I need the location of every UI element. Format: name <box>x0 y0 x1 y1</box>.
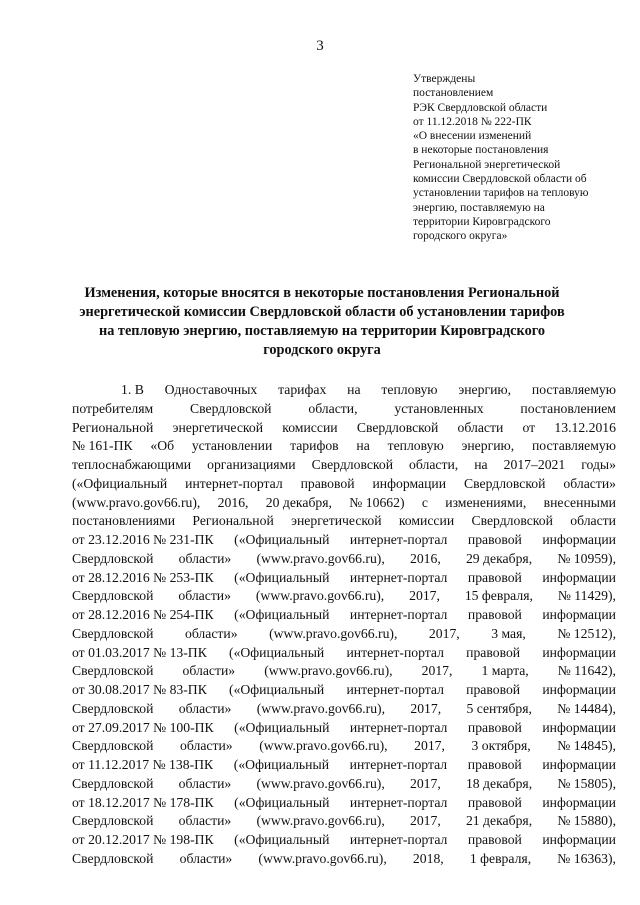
body-word: от 23.12.2016 № 231-ПК <box>72 532 214 547</box>
body-word: энергетической <box>291 513 382 529</box>
body-word: Свердловской <box>72 663 154 679</box>
body-word: Свердловской <box>356 419 439 435</box>
body-word: области» <box>178 813 232 829</box>
body-word: Свердловской <box>72 588 154 604</box>
body-word: Свердловской <box>72 700 154 716</box>
body-word: постановлением <box>520 400 616 416</box>
approval-line: комиссии Свердловской области об <box>413 173 587 186</box>
body-word: 18 декабря, <box>465 775 533 791</box>
body-line <box>72 662 616 681</box>
body-word: 2017, <box>414 738 445 754</box>
body-word: 2017–2021 <box>503 457 566 472</box>
body-line <box>72 569 616 588</box>
body-word: (www.pravo.gov66.ru), <box>255 588 385 604</box>
body-line <box>72 531 616 550</box>
body-word: Свердловской <box>311 457 394 472</box>
body-word: (www.pravo.gov66.ru), <box>269 625 398 641</box>
body-line <box>72 587 616 606</box>
body-word: 13.12.2016 <box>554 419 616 435</box>
body-word: правовой <box>300 475 355 491</box>
body-word: правовой <box>467 832 522 847</box>
body-word: правовой <box>467 757 522 772</box>
body-word: 2017, <box>409 775 441 791</box>
body-word: № 15880), <box>557 813 616 829</box>
body-line <box>72 381 616 400</box>
body-word: годы» <box>581 457 616 472</box>
body-word: интернет-портал <box>185 475 283 491</box>
body-word: («Официальный <box>234 719 330 735</box>
body-word: интернет-портал <box>349 832 448 847</box>
body-word: от 11.12.2017 № 138-ПК <box>72 757 214 772</box>
body-word: информации <box>542 719 616 735</box>
body-word: («Официальный <box>234 794 330 810</box>
body-word: информации <box>542 832 616 847</box>
body-word: поставляемую <box>531 382 616 397</box>
body-word: области <box>570 513 616 529</box>
body-word: тарифов <box>290 438 339 454</box>
body-word: энергетической <box>172 419 264 435</box>
body-word: информации <box>542 569 616 585</box>
body-word: № 10662) <box>349 494 405 510</box>
body-word: правовой <box>467 719 522 735</box>
body-line <box>72 831 616 850</box>
approval-line: городского округа» <box>413 230 508 243</box>
body-word: области» <box>182 663 236 679</box>
body-word: информации <box>542 757 616 772</box>
approval-line: Утверждены <box>413 73 476 85</box>
body-word: области» <box>178 588 231 604</box>
body-word: 1. В <box>121 382 144 397</box>
body-line <box>72 719 616 738</box>
body-word: комиссии <box>398 513 455 529</box>
body-word: внесенными <box>543 494 616 510</box>
body-word: от 28.12.2016 № 254-ПК <box>72 607 214 622</box>
body-word: от 20.12.2017 № 198-ПК <box>72 832 214 847</box>
body-line <box>72 812 616 831</box>
body-word: 5 сентября, <box>466 700 532 716</box>
body-word: информации <box>542 532 616 547</box>
body-word: 2016, <box>217 494 249 510</box>
body-word: интернет-портал <box>349 719 448 735</box>
body-word: 29 декабря, <box>465 550 533 566</box>
body-word: правовой <box>466 682 521 697</box>
body-word: (www.pravo.gov66.ru), <box>256 775 385 791</box>
approval-line: территории Кировградского <box>413 215 551 228</box>
body-word: от 18.12.2017 № 178-ПК <box>72 794 214 810</box>
approval-line: установлении тарифов на тепловую <box>413 187 589 200</box>
body-word: 15 февраля, <box>464 588 533 604</box>
body-word: потребителям <box>72 400 154 416</box>
body-word: 2017, <box>421 663 453 679</box>
body-word: интернет-портал <box>346 644 444 660</box>
body-line <box>72 494 616 513</box>
body-word: («Официальный <box>234 832 330 847</box>
body-word: установлении <box>191 438 273 454</box>
body-word: (www.pravo.gov66.ru), <box>256 700 386 716</box>
body-line <box>72 456 616 475</box>
body-word: на <box>474 457 488 472</box>
approval-line: энергию, поставляемую на <box>413 201 545 214</box>
document-body <box>72 381 616 869</box>
body-word: области» <box>184 625 238 641</box>
body-word: 1 февраля, <box>469 850 532 866</box>
body-word: 2016, <box>409 550 441 566</box>
approval-stamp-block <box>413 72 628 244</box>
body-line <box>72 550 616 569</box>
body-word: Свердловской <box>72 550 154 566</box>
body-word: («Официальный <box>234 607 330 622</box>
body-word: 2018, <box>412 850 444 866</box>
body-word: 2017, <box>410 700 442 716</box>
body-word: № 10959), <box>557 550 616 566</box>
approval-line: «О внесении изменений <box>413 130 532 143</box>
body-word: Свердловской <box>72 738 154 754</box>
body-word: 3 октября, <box>471 738 531 754</box>
body-word: 21 декабря, <box>465 813 533 829</box>
body-word: тарифах <box>278 382 327 397</box>
body-line <box>72 606 616 625</box>
body-word: правовой <box>467 532 522 547</box>
body-word: поставляемую <box>531 438 616 454</box>
title-line: энергетической комиссии Свердловской области об установлении тарифов <box>79 304 565 320</box>
body-line <box>72 775 616 794</box>
body-word: (www.pravo.gov66.ru), <box>256 550 385 566</box>
body-word: на <box>356 438 370 454</box>
body-word: интернет-портал <box>349 794 448 810</box>
body-word: № 11429), <box>557 588 616 604</box>
body-word: 3 мая, <box>491 625 526 641</box>
body-word: Свердловской <box>464 475 546 491</box>
body-word: Свердловской <box>72 813 154 829</box>
body-line <box>72 475 616 494</box>
body-line <box>72 400 616 419</box>
body-word: информации <box>542 644 616 660</box>
document-title <box>72 284 572 360</box>
body-line <box>72 737 616 756</box>
body-word: области, <box>308 400 358 416</box>
body-word: области» <box>178 550 232 566</box>
body-word: комиссии <box>282 419 338 435</box>
body-word: тепловую <box>381 382 438 397</box>
body-word: информации <box>542 794 616 810</box>
title-line: Изменения, которые вносятся в некоторые постановления Региональной <box>84 285 560 301</box>
title-line: на тепловую энергию, поставляемую на территории Кировградского <box>98 323 546 339</box>
body-line <box>72 700 616 719</box>
body-word: № 161-ПК <box>72 438 133 454</box>
body-word: области, <box>409 457 459 472</box>
title-line: городского округа <box>263 342 381 358</box>
body-word: тепловую <box>387 438 444 454</box>
body-word: организациями <box>207 457 296 472</box>
body-word: области» <box>563 475 616 491</box>
body-word: правовой <box>467 607 522 622</box>
body-word: 1 марта, <box>481 663 529 679</box>
body-word: 20 декабря, <box>265 494 332 510</box>
body-word: 2017, <box>409 813 441 829</box>
body-word: («Официальный <box>234 569 330 585</box>
body-word: интернет-портал <box>349 532 448 547</box>
body-line <box>72 419 616 438</box>
body-line <box>72 850 616 869</box>
body-word: интернет-портал <box>349 569 448 585</box>
body-word: («Официальный <box>233 757 330 772</box>
body-line <box>72 681 616 700</box>
body-word: интернет-портал <box>349 607 448 622</box>
approval-line: от 11.12.2018 № 222-ПК <box>413 115 532 128</box>
body-word: области» <box>178 700 232 716</box>
body-word: правовой <box>467 794 522 810</box>
approval-line: постановлением <box>413 87 494 100</box>
body-word: Свердловской <box>72 850 154 866</box>
body-word: Одноставочных <box>164 382 258 397</box>
body-word: постановлениями <box>72 513 176 529</box>
body-word: информации <box>542 607 616 622</box>
body-word: энергию, <box>461 438 515 454</box>
body-word: правовой <box>467 569 522 585</box>
body-word: № 14845), <box>557 738 616 754</box>
approval-line: РЭК Свердловской области <box>413 101 548 114</box>
body-word: от 27.09.2017 № 100-ПК <box>72 719 214 735</box>
body-word: (www.pravo.gov66.ru), <box>259 738 388 754</box>
body-word: Свердловской <box>72 775 154 791</box>
body-line <box>72 756 616 775</box>
body-line <box>72 625 616 644</box>
body-word: области» <box>180 738 233 754</box>
body-word: интернет-портал <box>349 757 448 772</box>
body-word: на <box>347 382 361 397</box>
body-word: Региональной <box>72 419 154 435</box>
body-word: теплоснабжающими <box>72 457 192 472</box>
approval-line: Региональной энергетической <box>413 158 561 171</box>
body-word: Свердловской <box>471 513 553 529</box>
body-word: правовой <box>466 644 521 660</box>
body-word: 2017, <box>409 588 440 604</box>
page-number: 3 <box>316 38 324 54</box>
body-word: Региональной <box>192 513 274 529</box>
body-word: (www.pravo.gov66.ru), <box>258 850 387 866</box>
body-line <box>72 794 616 813</box>
body-word: № 12512), <box>557 625 616 641</box>
body-word: информации <box>372 475 447 491</box>
body-word: энергию, <box>458 382 512 397</box>
body-word: «Об <box>150 438 175 454</box>
body-word: («Официальный <box>229 682 325 697</box>
body-word: области <box>457 419 504 435</box>
body-word: («Официальный <box>229 644 325 660</box>
body-word: от 30.08.2017 № 83-ПК <box>72 682 207 697</box>
body-line <box>72 512 616 531</box>
body-word: области» <box>179 850 233 866</box>
body-word: Свердловской <box>72 625 154 641</box>
body-word: («Официальный <box>234 532 330 547</box>
body-line <box>72 437 616 456</box>
body-word: области» <box>178 775 232 791</box>
body-word: от 01.03.2017 № 13-ПК <box>72 644 207 660</box>
body-word: с <box>421 494 428 510</box>
body-word: 2017, <box>428 625 460 641</box>
body-word: от <box>522 419 536 435</box>
body-word: установленных <box>394 400 484 416</box>
body-word: («Официальный <box>72 475 168 491</box>
body-word: № 15805), <box>557 775 616 791</box>
body-word: (www.pravo.gov66.ru), <box>264 663 393 679</box>
body-word: изменениями, <box>445 494 527 510</box>
body-word: № 16363), <box>557 850 616 866</box>
body-word: от 28.12.2016 № 253-ПК <box>72 569 214 585</box>
body-word: (www.pravo.gov66.ru), <box>72 494 201 510</box>
body-word: № 14484), <box>557 700 616 716</box>
body-word: (www.pravo.gov66.ru), <box>256 813 385 829</box>
approval-line: в некоторые постановления <box>413 144 549 157</box>
body-word: Свердловской <box>190 400 272 416</box>
body-word: информации <box>542 682 616 697</box>
body-line <box>72 644 616 663</box>
body-word: № 11642), <box>557 663 616 679</box>
body-word: интернет-портал <box>346 682 444 697</box>
